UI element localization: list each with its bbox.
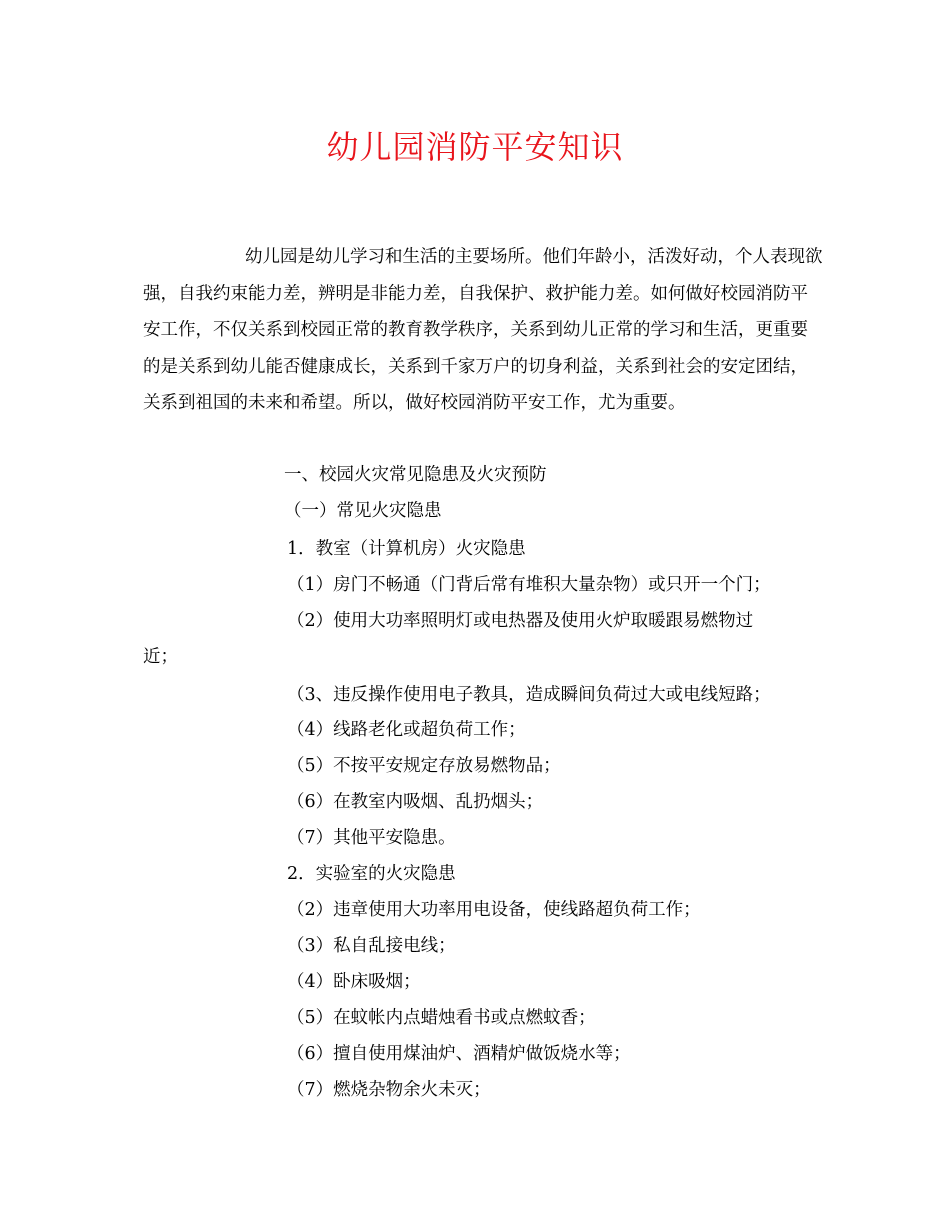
intro-paragraph: 幼儿园是幼儿学习和生活的主要场所。他们年龄小，活泼好动，个人表现欲强，自我约束能力差，辨明是非能力差，自我保护、救护能力差。如何做好校园消防平安工作，不仅关系到校园正常的教育教学秩序，关系到幼儿正常的学习和生活，更重要的是关系到幼儿能否健康成长，关系到千家万户的切身利益，关系到社会的安定团结，关系到祖国的未来和希望。所以，做好校园消防平安工作，尤为重要。	[143, 247, 823, 414]
list-item: （6）擅自使用煤油炉、酒精炉做饭烧水等；	[287, 1044, 631, 1064]
list-item: （2）使用大功率照明灯或电热器及使用火炉取暖跟易燃物过	[287, 611, 754, 631]
list-item: （7）燃烧杂物余火未灭；	[287, 1080, 491, 1100]
list-item: （2）违章使用大功率用电设备，使线路超负荷工作；	[287, 900, 701, 920]
list-item: （4）卧床吸烟；	[287, 972, 421, 992]
list-item: （5）在蚊帐内点蜡烛看书或点燃蚊香；	[287, 1008, 596, 1028]
subsection-heading: （一）常见火灾隐患	[284, 501, 442, 521]
list-item: （3、违反操作使用电子教具，造成瞬间负荷过大或电线短路；	[287, 685, 771, 705]
list-item: （6）在教室内吸烟、乱扔烟头；	[287, 792, 544, 812]
list-item: （7）其他平安隐患。	[287, 828, 456, 848]
list-item: （3）私自乱接电线；	[287, 936, 456, 956]
document-title: 幼儿园消防平安知识	[326, 128, 624, 166]
list-item: （5）不按平安规定存放易燃物品；	[287, 756, 561, 776]
list-item: （4）线路老化或超负荷工作；	[287, 720, 526, 740]
list-item: （1）房门不畅通（门背后常有堆积大量杂物）或只开一个门；	[287, 575, 771, 595]
section-heading: 一、校园火灾常见隐患及火灾预防	[284, 465, 547, 485]
topic-heading-classroom: 1．教室（计算机房）火灾隐患	[287, 539, 526, 559]
list-item-continuation: 近；	[143, 647, 178, 667]
topic-heading-lab: 2．实验室的火灾隐患	[287, 864, 456, 884]
